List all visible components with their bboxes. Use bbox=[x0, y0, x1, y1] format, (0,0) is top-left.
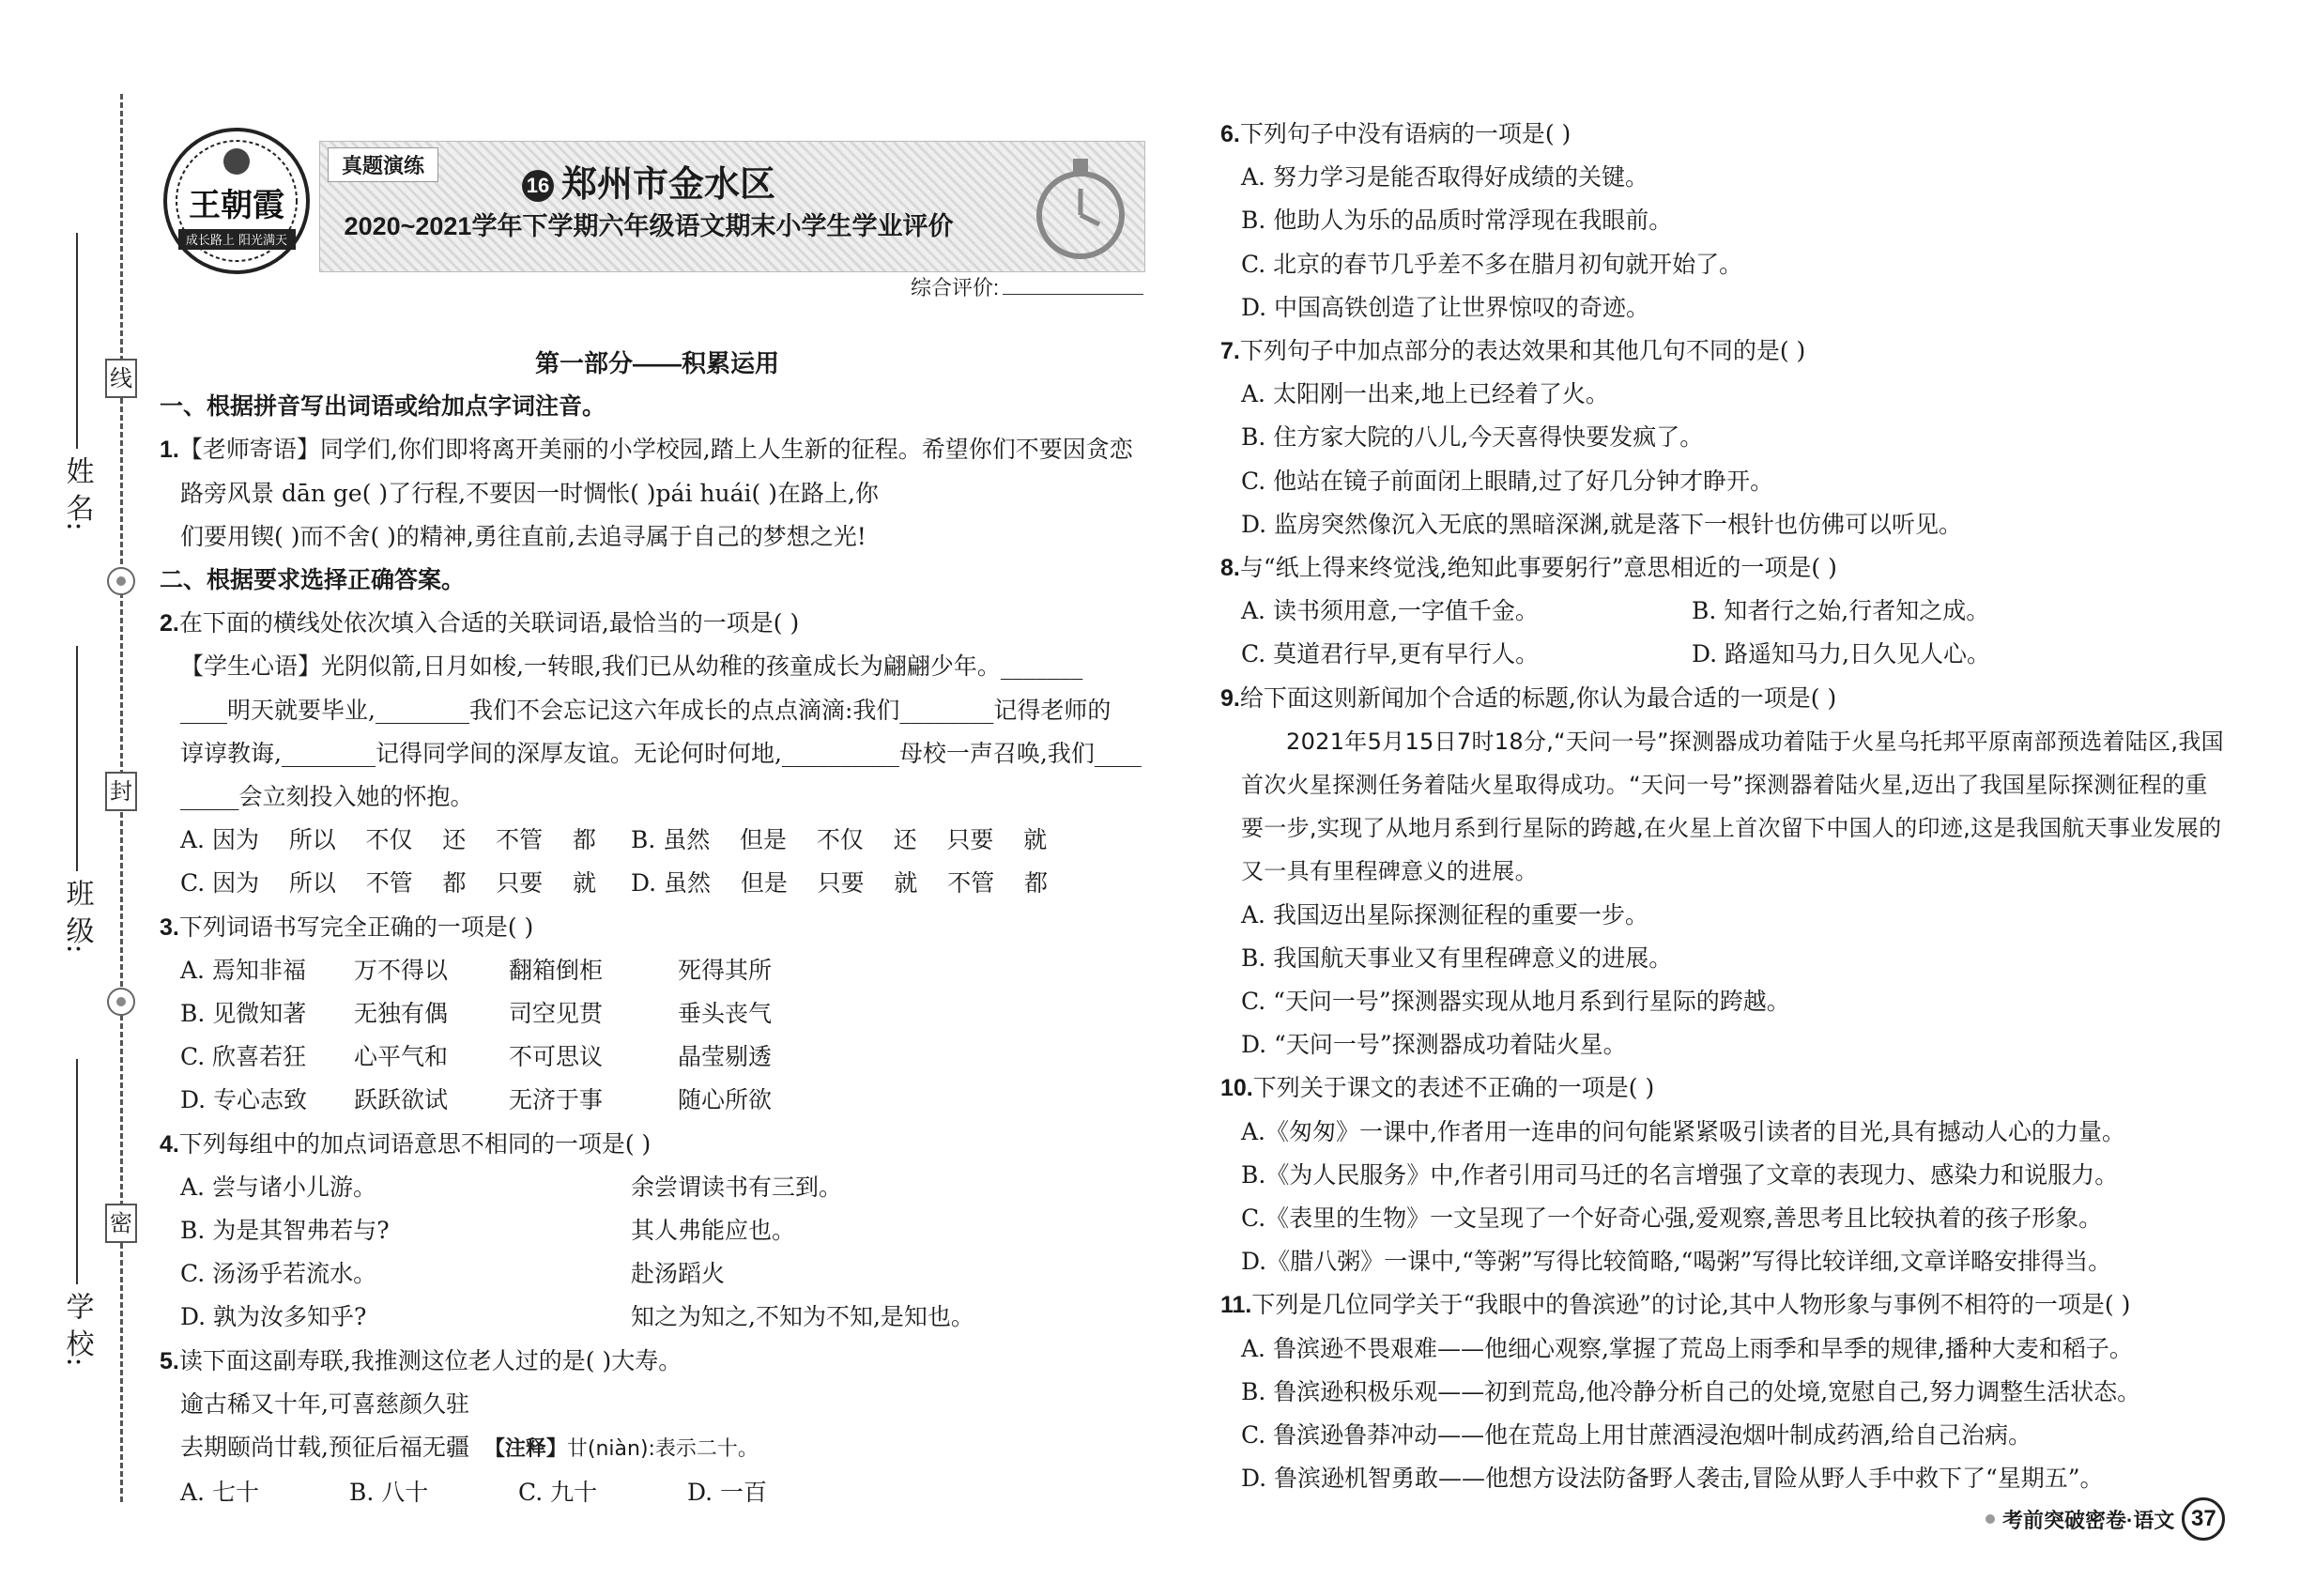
q6-option-a[interactable]: A. 努力学习是能否取得好成绩的关键。 bbox=[1241, 163, 1648, 192]
q9-option-a[interactable]: A. 我国迈出星际探测征程的重要一步。 bbox=[1241, 900, 1648, 928]
q4-option-a[interactable] bbox=[160, 1166, 1155, 1209]
q2-option-b[interactable]: B. 虽然 但是 不仅 还 只要 就 bbox=[631, 826, 1048, 854]
q4-a-left: A. 尝与诸小儿游。 bbox=[180, 1173, 376, 1201]
class-blank[interactable] bbox=[76, 646, 78, 871]
q3-c-word1: C. 欣喜若狂 bbox=[180, 1043, 307, 1071]
q1-number: 1. bbox=[160, 437, 179, 464]
q9-option-b[interactable]: B. 我国航天事业又有里程碑意义的进展。 bbox=[1241, 944, 1673, 972]
title-banner bbox=[319, 141, 1145, 272]
q6-stem: 下列句子中没有语病的一项是( ) bbox=[1239, 120, 1572, 147]
q2-line3[interactable]: 谆谆教诲,________记得同学间的深厚友谊。无论何时何地,__________母校一声召唤,我们____ bbox=[180, 739, 1142, 767]
q4-c-right: 赴汤蹈火 bbox=[631, 1260, 726, 1288]
school-field[interactable] bbox=[58, 1051, 96, 1367]
note-text: 廿(niàn):表示二十。 bbox=[566, 1437, 759, 1462]
q4-option-c[interactable] bbox=[160, 1252, 1155, 1296]
q4-option-b[interactable] bbox=[160, 1209, 1155, 1252]
couplet-line1: 逾古稀又十年,可喜慈颜久驻 bbox=[180, 1389, 469, 1418]
q5-stem: 读下面这副寿联,我推测这位老人过的是( )大寿。 bbox=[178, 1346, 682, 1374]
binding-margin bbox=[0, 0, 160, 1596]
q11-option-d[interactable]: D. 鲁滨逊机智勇敢——他想方设法防备野人袭击,冒险从野人手中救下了“星期五”。 bbox=[1241, 1465, 2104, 1493]
left-column bbox=[160, 342, 1155, 1514]
stopwatch-icon bbox=[1024, 153, 1137, 266]
q8-stem: 与“纸上得来终觉浅,绝知此事要躬行”意思相近的一项是( ) bbox=[1239, 554, 1837, 582]
q3-d-word4: 随心所欲 bbox=[678, 1086, 773, 1114]
q10-stem: 下列关于课文的表述不正确的一项是( ) bbox=[1252, 1074, 1655, 1102]
class-field[interactable] bbox=[58, 638, 96, 954]
q3-c-word2: 心平气和 bbox=[354, 1043, 449, 1071]
q3-a-word1: A. 焉知非福 bbox=[180, 956, 306, 984]
q11-number: 11. bbox=[1220, 1292, 1252, 1319]
section-title: 第一部分——积累运用 bbox=[534, 349, 779, 377]
q9-option-c[interactable]: C. “天问一号”探测器实现从地月系到行星际的跨越。 bbox=[1241, 988, 1790, 1016]
question-1 bbox=[160, 428, 1155, 559]
part1-heading: 一、根据拼音写出词语或给加点字词注音。 bbox=[160, 393, 606, 421]
q2-stem: 在下面的横线处依次填入合适的关联词语,最恰当的一项是( ) bbox=[178, 609, 800, 637]
q8-number: 8. bbox=[1220, 555, 1240, 582]
question-11 bbox=[1220, 1283, 2225, 1500]
page-footer bbox=[1986, 1496, 2225, 1542]
question-9 bbox=[1220, 677, 2225, 1067]
q11-option-a[interactable]: A. 鲁滨逊不畏艰难——他细心观察,掌握了荒岛上雨季和旱季的规律,播种大麦和稻子。 bbox=[1241, 1334, 2133, 1362]
question-6 bbox=[1220, 113, 2225, 330]
q5-option-b[interactable]: B. 八十 bbox=[349, 1479, 429, 1507]
q10-option-b[interactable]: B.《为人民服务》中,作者引用司马迁的名言增强了文章的表现力、感染力和说服力。 bbox=[1241, 1160, 2119, 1189]
q8-option-d[interactable]: D. 路遥知马力,日久见人心。 bbox=[1692, 640, 1990, 668]
q4-stem: 下列每组中的加点词语意思不相同的一项是( ) bbox=[178, 1129, 652, 1158]
q3-b-word1: B. 见微知著 bbox=[180, 1000, 307, 1028]
q6-option-b[interactable]: B. 他助人为乐的品质时常浮现在我眼前。 bbox=[1241, 207, 1673, 235]
score-blank[interactable] bbox=[1003, 294, 1143, 295]
q4-b-left: B. 为是其智弗若与? bbox=[180, 1217, 390, 1245]
q2-option-d[interactable]: D. 虽然 但是 只要 就 不管 都 bbox=[631, 869, 1048, 898]
q6-option-c[interactable]: C. 北京的春节几乎差不多在腊月初旬就开始了。 bbox=[1241, 250, 1743, 278]
q7-number: 7. bbox=[1220, 338, 1240, 365]
exam-header bbox=[160, 141, 1145, 299]
q4-d-left: D. 孰为汝多知乎? bbox=[180, 1303, 367, 1331]
q8-option-a[interactable]: A. 读书须用意,一字值千金。 bbox=[1241, 597, 1539, 625]
question-4 bbox=[160, 1123, 1155, 1340]
footer-text: 考前突破密卷·语文 bbox=[2002, 1508, 2175, 1532]
q8-option-b[interactable]: B. 知者行之始,行者知之成。 bbox=[1692, 597, 1990, 625]
question-7 bbox=[1220, 330, 2225, 546]
q11-stem: 下列是几位同学关于“我眼中的鲁滨逊”的讨论,其中人物形象与事例不相符的一项是( ) bbox=[1251, 1291, 2131, 1319]
couplet-line2: 去期颐尚廿载,预征后福无疆 bbox=[180, 1434, 469, 1462]
q3-c-word3: 不可思议 bbox=[509, 1043, 604, 1071]
seal-tag-mid: 封 bbox=[105, 772, 137, 811]
q2-option-c[interactable]: C. 因为 所以 不管 都 只要 就 bbox=[180, 869, 597, 898]
page-number: 37 bbox=[2182, 1497, 2225, 1541]
punch-hole-top bbox=[107, 567, 135, 595]
exam-number-badge: 16 bbox=[522, 170, 554, 202]
name-label: 姓 名: bbox=[60, 456, 94, 531]
punch-hole-bottom bbox=[107, 988, 135, 1016]
bullet-icon bbox=[1986, 1514, 1995, 1524]
q3-a-word4: 死得其所 bbox=[678, 956, 773, 984]
q3-b-word3: 司空见贯 bbox=[509, 1000, 604, 1028]
q10-number: 10. bbox=[1220, 1075, 1253, 1102]
q3-b-word2: 无独有偶 bbox=[354, 1000, 449, 1028]
q7-option-d[interactable]: D. 监房突然像沉入无底的黑暗深渊,就是落下一根针也仿佛可以听见。 bbox=[1241, 510, 1962, 538]
class-label: 班 级: bbox=[60, 879, 94, 954]
question-5 bbox=[160, 1340, 1155, 1515]
q2-line2[interactable]: ____明天就要毕业,________我们不会忘记这六年成长的点点滴滴:我们________记得老师的 bbox=[180, 696, 1112, 724]
note-label: 【注释】 bbox=[483, 1436, 567, 1461]
brand-seal-logo bbox=[160, 124, 314, 279]
q2-line4[interactable]: _____会立刻投入她的怀抱。 bbox=[180, 783, 474, 811]
name-blank[interactable] bbox=[76, 233, 78, 449]
q4-c-left: C. 汤汤乎若流水。 bbox=[180, 1260, 377, 1288]
q10-option-a[interactable]: A.《匆匆》一课中,作者用一连串的问句能紧紧吸引读者的目光,具有撼动人心的力量。 bbox=[1241, 1117, 2125, 1145]
q9-option-d[interactable]: D. “天问一号”探测器成功着陆火星。 bbox=[1241, 1031, 1627, 1059]
q3-option-b[interactable] bbox=[160, 992, 1155, 1036]
q3-d-word1: D. 专心志致 bbox=[180, 1086, 308, 1114]
seal-tag-bottom: 密 bbox=[105, 1204, 137, 1243]
q8-option-c[interactable]: C. 莫道君行早,更有早行人。 bbox=[1241, 640, 1540, 668]
q6-option-d[interactable]: D. 中国高铁创造了让世界惊叹的奇迹。 bbox=[1241, 293, 1650, 321]
q4-a-right: 余尝谓读书有三到。 bbox=[631, 1173, 843, 1201]
q1-line2[interactable]: 路旁风景 dān ge( )了行程,不要因一时惆怅( )pái huái( )在路上,你 bbox=[180, 479, 879, 507]
question-10 bbox=[1220, 1067, 2225, 1283]
q2-line1[interactable]: 【学生心语】光阴似箭,日月如梭,一转眼,我们已从幼稚的孩童成长为翩翩少年。_______ bbox=[180, 652, 1083, 681]
right-column bbox=[1220, 113, 2225, 1501]
q5-number: 5. bbox=[160, 1347, 179, 1374]
q3-d-word3: 无济于事 bbox=[509, 1086, 604, 1114]
question-2 bbox=[160, 602, 1155, 905]
q3-number: 3. bbox=[160, 913, 179, 941]
seal-brand-text: 王朝霞 bbox=[189, 187, 284, 224]
q10-option-d[interactable]: D.《腊八粥》一课中,“等粥”写得比较简略,“喝粥”写得比较详细,文章详略安排得当。 bbox=[1241, 1248, 2112, 1276]
q1-line1: 【老师寄语】同学们,你们即将离开美丽的小学校园,踏上人生新的征程。希望你们不要因贪恋 bbox=[178, 436, 1133, 464]
couplet-line2-row bbox=[160, 1426, 1155, 1471]
q3-d-word2: 跃跃欲试 bbox=[354, 1086, 449, 1114]
section-tag: 真题演练 bbox=[328, 147, 438, 182]
school-blank[interactable] bbox=[76, 1059, 78, 1284]
q7-option-a[interactable]: A. 太阳刚一出来,地上已经着了火。 bbox=[1241, 380, 1609, 408]
q3-stem: 下列词语书写完全正确的一项是( ) bbox=[178, 913, 534, 941]
q7-stem: 下列句子中加点部分的表达效果和其他几句不同的是( ) bbox=[1239, 337, 1806, 365]
q6-number: 6. bbox=[1220, 121, 1240, 147]
exam-title-text: 郑州市金水区 bbox=[560, 165, 775, 205]
question-8 bbox=[1220, 546, 2225, 677]
score-label: 综合评价: bbox=[911, 276, 1000, 299]
q4-option-d[interactable] bbox=[160, 1296, 1155, 1339]
seal-tag-top: 线 bbox=[105, 359, 137, 398]
q2-number: 2. bbox=[160, 610, 179, 637]
q10-option-c[interactable]: C.《表里的生物》一文呈现了一个好奇心强,爱观察,善思考且比较执着的孩子形象。 bbox=[1241, 1205, 2103, 1233]
q9-stem: 给下面这则新闻加个合适的标题,你认为最合适的一项是( ) bbox=[1239, 683, 1837, 712]
q1-line3[interactable]: 们要用锲( )而不舍( )的精神,勇往直前,去追寻属于自己的梦想之光! bbox=[180, 522, 866, 550]
question-3 bbox=[160, 906, 1155, 1123]
q4-b-right: 其人弗能应也。 bbox=[631, 1217, 796, 1245]
q4-number: 4. bbox=[160, 1130, 179, 1158]
q2-option-a[interactable]: A. 因为 所以 不仅 还 不管 都 bbox=[180, 826, 596, 854]
part2-heading: 二、根据要求选择正确答案。 bbox=[160, 567, 466, 594]
q3-a-word3: 翻箱倒柜 bbox=[509, 956, 604, 984]
exam-title bbox=[320, 155, 977, 207]
q3-option-a[interactable] bbox=[160, 949, 1155, 992]
q5-option-c[interactable]: C. 九十 bbox=[518, 1479, 598, 1507]
seal-motto: 成长路上 阳光满天 bbox=[185, 234, 288, 248]
q5-option-d[interactable]: D. 一百 bbox=[687, 1479, 768, 1507]
q4-d-right: 知之为知之,不知为不知,是知也。 bbox=[631, 1303, 974, 1331]
q11-option-b[interactable]: B. 鲁滨逊积极乐观——初到荒岛,他冷静分析自己的处境,宽慰自己,努力调整生活状态。 bbox=[1241, 1377, 2141, 1405]
q3-option-c[interactable] bbox=[160, 1036, 1155, 1079]
news-passage: 2021年5月15日7时18分,“天问一号”探测器成功着陆于火星乌托邦平原南部预选着陆区,我国首次火星探测任务着陆火星取得成功。“天问一号”探测器着陆火星,迈出了我国星际探测征程的重要一步,实现了从地月系到行星际的跨越,在火星上首次留下中国人的印迹,这是我国航天事业发展的又一具有里程碑意义的进展。 bbox=[1241, 728, 2224, 885]
exam-subtitle: 2020~2021学年下学期六年级语文期末小学生学业评价 bbox=[344, 212, 954, 240]
q3-b-word4: 垂头丧气 bbox=[678, 1000, 773, 1028]
q3-option-d[interactable] bbox=[160, 1079, 1155, 1122]
q11-option-c[interactable]: C. 鲁滨逊鲁莽冲动——他在荒岛上用甘蔗酒浸泡烟叶制成药酒,给自己治病。 bbox=[1241, 1421, 2032, 1450]
q3-a-word2: 万不得以 bbox=[354, 956, 449, 984]
name-field[interactable] bbox=[58, 225, 96, 531]
q7-option-b[interactable]: B. 住方家大院的八儿,今天喜得快要发疯了。 bbox=[1241, 423, 1704, 452]
school-label: 学 校: bbox=[60, 1292, 94, 1367]
q3-c-word4: 晶莹剔透 bbox=[678, 1043, 773, 1071]
q7-option-c[interactable]: C. 他站在镜子前面闭上眼睛,过了好几分钟才睁开。 bbox=[1241, 467, 1774, 495]
q5-option-a[interactable]: A. 七十 bbox=[180, 1479, 259, 1507]
q9-number: 9. bbox=[1220, 684, 1240, 712]
